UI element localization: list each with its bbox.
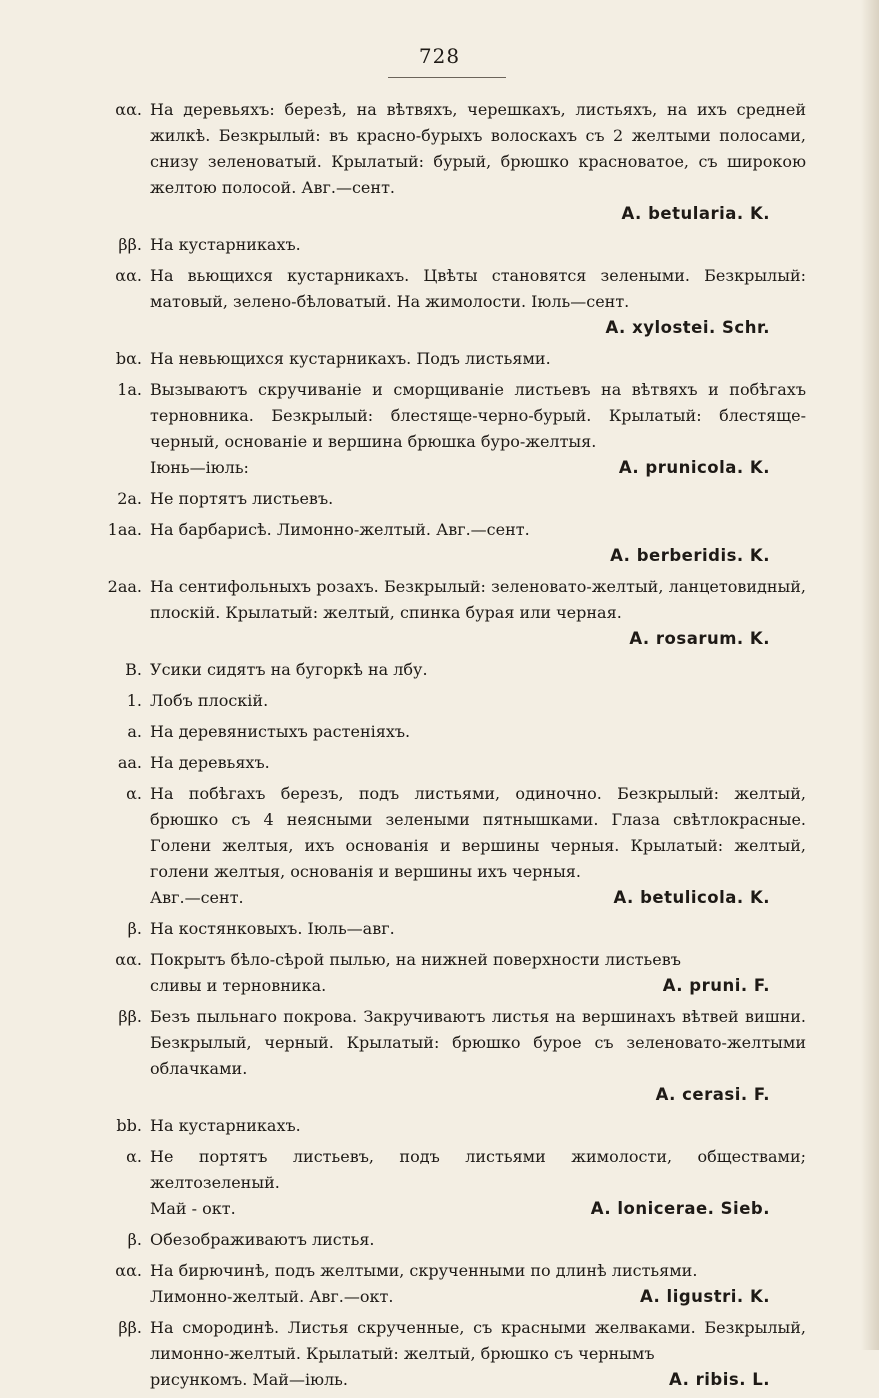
key-entry	[96, 346, 806, 372]
entry-text: На деревянистыхъ растеніяхъ.	[150, 722, 411, 741]
entry-text: На вьющихся кустарникахъ. Цвѣты становятся зелеными. Безкрылый: матовый, зелено-бѣловатый. На жимолости. Іюль—сент.	[150, 266, 806, 311]
species-name: A. pruni. F.	[662, 976, 770, 995]
entry-final-line	[150, 1367, 806, 1393]
entry-final-line	[150, 885, 806, 911]
key-entry	[96, 97, 806, 227]
entry-marker: 1aa.	[107, 520, 142, 539]
species-row	[150, 543, 806, 569]
key-entry	[96, 781, 806, 911]
entry-trailing-text: сливы и терновника.	[150, 976, 327, 995]
key-entry	[96, 1258, 806, 1310]
key-entries	[96, 97, 806, 1398]
key-entry	[96, 1315, 806, 1393]
key-entry	[96, 377, 806, 481]
entry-marker: β.	[127, 919, 142, 938]
species-name: A. rosarum. K.	[629, 629, 770, 648]
entry-text: Безъ пыльнаго покрова. Закручиваютъ листья на вершинахъ вѣтвей вишни. Безкрылый, черный. Крылатый: брюшко бурое съ зеленовато-желтыми облачками.	[150, 1007, 806, 1078]
entry-marker: αα.	[115, 1261, 142, 1280]
key-entry	[96, 574, 806, 652]
entry-final-line	[150, 1196, 806, 1222]
entry-text: На деревьяхъ.	[150, 753, 270, 772]
key-entry	[96, 688, 806, 714]
page-number-rule	[388, 77, 506, 78]
species-row	[150, 315, 806, 341]
entry-marker: αα.	[115, 100, 142, 119]
entry-text: На побѣгахъ березъ, подъ листьями, одиночно. Безкрылый: желтый, брюшко съ 4 неясными зелеными пятнышками. Глаза свѣтлокрасные. Голени желтыя, ихъ основанія и вершины черныя. Крылатый: желтый, голени желтыя, основанія и вершины ихъ черныя.	[150, 784, 806, 881]
entry-marker: β.	[127, 1230, 142, 1249]
key-entry	[96, 1113, 806, 1139]
page-edge-shadow	[861, 0, 879, 1350]
key-entry	[96, 750, 806, 776]
entry-marker: bα.	[115, 349, 142, 368]
entry-marker: αα.	[115, 950, 142, 969]
species-name: A. prunicola. K.	[618, 458, 770, 477]
entry-final-line	[150, 973, 806, 999]
entry-trailing-text: рисункомъ. Май—іюль.	[150, 1370, 348, 1389]
entry-text: Усики сидятъ на бугоркѣ на лбу.	[150, 660, 428, 679]
entry-marker: aa.	[117, 753, 142, 772]
entry-text: На смородинѣ. Листья скрученные, съ красными желваками. Безкрылый, лимонно-желтый. Крылатый: желтый, брюшко съ чернымъ	[150, 1318, 806, 1363]
entry-text: На костянковыхъ. Іюль—авг.	[150, 919, 395, 938]
species-name: A. betularia. K.	[621, 204, 770, 223]
entry-trailing-text: Лимонно-желтый. Авг.—окт.	[150, 1287, 394, 1306]
entry-text: Лобъ плоскій.	[150, 691, 269, 710]
key-entry	[96, 719, 806, 745]
species-name: A. betulicola. K.	[613, 888, 770, 907]
entry-trailing-text: Май - окт.	[150, 1199, 236, 1218]
species-name: A. cerasi. F.	[655, 1085, 770, 1104]
species-row	[150, 201, 806, 227]
key-entry	[96, 263, 806, 341]
entry-trailing-text: Іюнь—іюль:	[150, 458, 249, 477]
key-entry	[96, 1004, 806, 1108]
key-entry	[96, 232, 806, 258]
entry-marker: 2a.	[117, 489, 142, 508]
entry-text: Не портятъ листьевъ.	[150, 489, 334, 508]
entry-final-line	[150, 455, 806, 481]
entry-text: На кустарникахъ.	[150, 1116, 301, 1135]
entry-text: На невьющихся кустарникахъ. Подъ листьями.	[150, 349, 551, 368]
key-entry	[96, 947, 806, 999]
entry-text: На сентифольныхъ розахъ. Безкрылый: зеленовато-желтый, ланцетовидный, плоскій. Крылатый: желтый, спинка бурая или черная.	[150, 577, 806, 622]
species-row	[150, 626, 806, 652]
key-entry	[96, 517, 806, 569]
species-name: A. berberidis. K.	[610, 546, 770, 565]
key-entry	[96, 916, 806, 942]
species-name: A. lonicerae. Sieb.	[590, 1199, 770, 1218]
key-entry	[96, 1144, 806, 1222]
species-row	[150, 1082, 806, 1108]
entry-marker: 2aa.	[107, 577, 142, 596]
key-entry	[96, 486, 806, 512]
entry-marker: bb.	[116, 1116, 142, 1135]
entry-marker: B.	[125, 660, 142, 679]
entry-marker: a.	[127, 722, 142, 741]
species-name: A. ribis. L.	[669, 1370, 770, 1389]
entry-text: Покрытъ бѣло-сѣрой пылью, на нижней поверхности листьевъ	[150, 950, 681, 969]
species-name: A. ligustri. K.	[639, 1287, 770, 1306]
species-name: A. xylostei. Schr.	[605, 318, 770, 337]
entry-marker: 1.	[126, 691, 142, 710]
key-entry	[96, 1227, 806, 1253]
entry-text: На кустарникахъ.	[150, 235, 301, 254]
entry-text: Обезображиваютъ листья.	[150, 1230, 375, 1249]
entry-text: Вызываютъ скручиваніе и сморщиваніе листьевъ на вѣтвяхъ и побѣгахъ терновника. Безкрылый: блестяще-черно-бурый. Крылатый: блестяще-черный, основаніе и вершина брюшка буро-желтыя.	[150, 380, 806, 451]
entry-text: На деревьяхъ: березѣ, на вѣтвяхъ, черешкахъ, листьяхъ, на ихъ средней жилкѣ. Безкрылый: въ красно-бурыхъ волоскахъ съ 2 желтыми полосами, снизу зеленоватый. Крылатый: бурый, брюшко красноватое, съ широкою желтою полосой. Авг.—сент.	[150, 100, 806, 197]
entry-marker: ββ.	[118, 235, 142, 254]
entry-marker: 1a.	[117, 380, 142, 399]
page-number: 728	[418, 44, 461, 68]
entry-marker: αα.	[115, 266, 142, 285]
entry-marker: α.	[126, 784, 142, 803]
entry-marker: ββ.	[118, 1007, 142, 1026]
entry-text: На барбарисѣ. Лимонно-желтый. Авг.—сент.	[150, 520, 530, 539]
key-entry	[96, 657, 806, 683]
entry-marker: ββ.	[118, 1318, 142, 1337]
entry-text: На бирючинѣ, подъ желтыми, скрученными по длинѣ листьями.	[150, 1261, 698, 1280]
entry-marker: α.	[126, 1147, 142, 1166]
entry-final-line	[150, 1284, 806, 1310]
entry-trailing-text: Авг.—сент.	[150, 888, 244, 907]
entry-text: Не портятъ листьевъ, подъ листьями жимолости, обществами; желтозеленый.	[150, 1147, 806, 1192]
